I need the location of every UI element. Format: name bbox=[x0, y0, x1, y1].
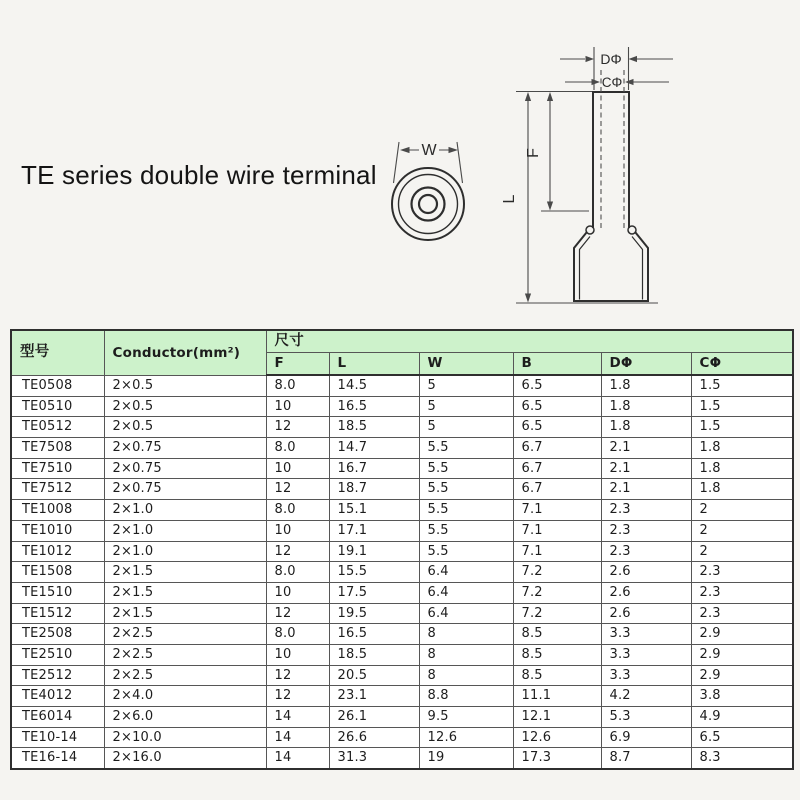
cell-l: 20.5 bbox=[329, 665, 419, 686]
table-row bbox=[11, 520, 793, 541]
cell-c-phi: 2.3 bbox=[691, 603, 793, 624]
cell-d-phi: 2.1 bbox=[601, 438, 691, 459]
table-row bbox=[11, 438, 793, 459]
cell-conductor: 2×0.75 bbox=[104, 438, 266, 459]
table-row bbox=[11, 686, 793, 707]
cell-f: 10 bbox=[266, 520, 329, 541]
cell-f: 14 bbox=[266, 707, 329, 728]
dim-label-f: F bbox=[525, 148, 542, 158]
cell-c-phi: 3.8 bbox=[691, 686, 793, 707]
cell-b: 7.2 bbox=[513, 562, 601, 583]
cell-f: 12 bbox=[266, 665, 329, 686]
table-row bbox=[11, 748, 793, 769]
cell-w: 6.4 bbox=[419, 562, 513, 583]
cell-conductor: 2×0.5 bbox=[104, 417, 266, 438]
cell-b: 8.5 bbox=[513, 624, 601, 645]
cell-model: TE1012 bbox=[11, 541, 104, 562]
cell-d-phi: 1.8 bbox=[601, 396, 691, 417]
header-c-phi: CΦ bbox=[691, 353, 793, 376]
cell-w: 8 bbox=[419, 644, 513, 665]
cell-c-phi: 8.3 bbox=[691, 748, 793, 769]
cell-d-phi: 2.6 bbox=[601, 582, 691, 603]
cell-d-phi: 5.3 bbox=[601, 707, 691, 728]
cell-model: TE1508 bbox=[11, 562, 104, 583]
cell-d-phi: 1.8 bbox=[601, 375, 691, 396]
cell-c-phi: 2.9 bbox=[691, 644, 793, 665]
side-view-tube bbox=[586, 92, 636, 234]
cell-b: 12.6 bbox=[513, 727, 601, 748]
cell-l: 14.5 bbox=[329, 375, 419, 396]
cell-model: TE2508 bbox=[11, 624, 104, 645]
cell-conductor: 2×6.0 bbox=[104, 707, 266, 728]
table-row bbox=[11, 500, 793, 521]
cell-c-phi: 1.5 bbox=[691, 417, 793, 438]
cell-b: 6.7 bbox=[513, 479, 601, 500]
terminal-diagram bbox=[0, 0, 800, 330]
cell-w: 6.4 bbox=[419, 603, 513, 624]
cell-model: TE16-14 bbox=[11, 748, 104, 769]
f-dimension bbox=[541, 92, 589, 211]
cell-l: 15.5 bbox=[329, 562, 419, 583]
cell-b: 6.5 bbox=[513, 375, 601, 396]
cell-w: 5.5 bbox=[419, 541, 513, 562]
cell-model: TE10-14 bbox=[11, 727, 104, 748]
table-row bbox=[11, 396, 793, 417]
cell-model: TE1010 bbox=[11, 520, 104, 541]
table-row bbox=[11, 665, 793, 686]
cell-conductor: 2×0.75 bbox=[104, 479, 266, 500]
cell-f: 8.0 bbox=[266, 500, 329, 521]
cell-f: 12 bbox=[266, 541, 329, 562]
cell-conductor: 2×2.5 bbox=[104, 665, 266, 686]
cell-model: TE4012 bbox=[11, 686, 104, 707]
cell-w: 5.5 bbox=[419, 438, 513, 459]
cell-b: 8.5 bbox=[513, 665, 601, 686]
cell-f: 8.0 bbox=[266, 624, 329, 645]
cell-b: 8.5 bbox=[513, 644, 601, 665]
cell-w: 12.6 bbox=[419, 727, 513, 748]
cell-conductor: 2×2.5 bbox=[104, 644, 266, 665]
cell-f: 10 bbox=[266, 644, 329, 665]
cell-d-phi: 3.3 bbox=[601, 644, 691, 665]
cell-l: 16.7 bbox=[329, 458, 419, 479]
cell-d-phi: 3.3 bbox=[601, 624, 691, 645]
cell-w: 9.5 bbox=[419, 707, 513, 728]
cell-conductor: 2×1.5 bbox=[104, 603, 266, 624]
page-title: TE series double wire terminal bbox=[21, 160, 377, 190]
table-row bbox=[11, 417, 793, 438]
cell-c-phi: 2.3 bbox=[691, 582, 793, 603]
header-model: 型号 bbox=[11, 330, 104, 375]
cell-c-phi: 2 bbox=[691, 500, 793, 521]
cell-conductor: 2×16.0 bbox=[104, 748, 266, 769]
cell-b: 6.5 bbox=[513, 417, 601, 438]
cell-conductor: 2×4.0 bbox=[104, 686, 266, 707]
dim-label-d-phi: DΦ bbox=[600, 51, 622, 67]
table-row bbox=[11, 707, 793, 728]
cell-model: TE6014 bbox=[11, 707, 104, 728]
cell-w: 5.5 bbox=[419, 500, 513, 521]
dim-label-w: W bbox=[421, 142, 437, 159]
cell-model: TE7508 bbox=[11, 438, 104, 459]
cell-d-phi: 4.2 bbox=[601, 686, 691, 707]
cell-f: 14 bbox=[266, 727, 329, 748]
cell-c-phi: 1.5 bbox=[691, 396, 793, 417]
cell-c-phi: 4.9 bbox=[691, 707, 793, 728]
cell-model: TE0512 bbox=[11, 417, 104, 438]
table-row bbox=[11, 562, 793, 583]
header-b: B bbox=[513, 353, 601, 376]
cell-b: 12.1 bbox=[513, 707, 601, 728]
cell-w: 8 bbox=[419, 665, 513, 686]
cell-f: 10 bbox=[266, 458, 329, 479]
cell-conductor: 2×1.5 bbox=[104, 562, 266, 583]
cell-w: 8 bbox=[419, 624, 513, 645]
cell-w: 5.5 bbox=[419, 479, 513, 500]
cell-b: 6.7 bbox=[513, 458, 601, 479]
header-d-phi: DΦ bbox=[601, 353, 691, 376]
header-w: W bbox=[419, 353, 513, 376]
cell-model: TE0508 bbox=[11, 375, 104, 396]
cell-f: 10 bbox=[266, 582, 329, 603]
cell-c-phi: 1.8 bbox=[691, 438, 793, 459]
cell-conductor: 2×0.5 bbox=[104, 396, 266, 417]
cell-f: 12 bbox=[266, 479, 329, 500]
header-dimensions-group: 尺寸 bbox=[266, 330, 793, 353]
table-row bbox=[11, 624, 793, 645]
cell-l: 19.1 bbox=[329, 541, 419, 562]
header-conductor: Conductor(mm²) bbox=[104, 330, 266, 375]
cell-l: 14.7 bbox=[329, 438, 419, 459]
cell-c-phi: 2.9 bbox=[691, 624, 793, 645]
cell-l: 26.1 bbox=[329, 707, 419, 728]
cell-d-phi: 1.8 bbox=[601, 417, 691, 438]
cell-c-phi: 1.8 bbox=[691, 458, 793, 479]
cell-c-phi: 1.5 bbox=[691, 375, 793, 396]
cell-l: 18.5 bbox=[329, 417, 419, 438]
cell-l: 16.5 bbox=[329, 624, 419, 645]
cell-conductor: 2×1.0 bbox=[104, 541, 266, 562]
cell-conductor: 2×0.75 bbox=[104, 458, 266, 479]
cell-d-phi: 2.1 bbox=[601, 479, 691, 500]
l-dimension bbox=[516, 92, 658, 304]
table-row bbox=[11, 375, 793, 396]
cell-l: 17.1 bbox=[329, 520, 419, 541]
cell-l: 19.5 bbox=[329, 603, 419, 624]
cell-c-phi: 6.5 bbox=[691, 727, 793, 748]
cell-b: 6.7 bbox=[513, 438, 601, 459]
cell-f: 8.0 bbox=[266, 438, 329, 459]
cell-c-phi: 1.8 bbox=[691, 479, 793, 500]
cell-f: 12 bbox=[266, 603, 329, 624]
cell-w: 5 bbox=[419, 375, 513, 396]
dim-label-l: L bbox=[501, 194, 518, 204]
spec-table-body bbox=[11, 375, 793, 769]
cell-w: 5 bbox=[419, 417, 513, 438]
cell-conductor: 2×10.0 bbox=[104, 727, 266, 748]
cell-conductor: 2×1.5 bbox=[104, 582, 266, 603]
cell-d-phi: 2.3 bbox=[601, 500, 691, 521]
cell-c-phi: 2 bbox=[691, 520, 793, 541]
table-row bbox=[11, 458, 793, 479]
cell-f: 10 bbox=[266, 396, 329, 417]
cell-l: 17.5 bbox=[329, 582, 419, 603]
table-row bbox=[11, 603, 793, 624]
cell-f: 8.0 bbox=[266, 562, 329, 583]
header-l: L bbox=[329, 353, 419, 376]
cell-d-phi: 2.6 bbox=[601, 562, 691, 583]
cell-model: TE7510 bbox=[11, 458, 104, 479]
cell-w: 19 bbox=[419, 748, 513, 769]
spec-table bbox=[10, 329, 792, 766]
side-view-body bbox=[574, 233, 648, 302]
cell-conductor: 2×2.5 bbox=[104, 624, 266, 645]
table-row bbox=[11, 727, 793, 748]
cell-l: 31.3 bbox=[329, 748, 419, 769]
cell-model: TE0510 bbox=[11, 396, 104, 417]
cell-model: TE7512 bbox=[11, 479, 104, 500]
table-row bbox=[11, 644, 793, 665]
cell-model: TE2512 bbox=[11, 665, 104, 686]
cell-w: 8.8 bbox=[419, 686, 513, 707]
cell-b: 7.1 bbox=[513, 520, 601, 541]
cell-f: 12 bbox=[266, 686, 329, 707]
cell-d-phi: 2.3 bbox=[601, 541, 691, 562]
cell-conductor: 2×0.5 bbox=[104, 375, 266, 396]
cell-c-phi: 2 bbox=[691, 541, 793, 562]
cell-b: 7.2 bbox=[513, 582, 601, 603]
cell-l: 15.1 bbox=[329, 500, 419, 521]
cell-model: TE1510 bbox=[11, 582, 104, 603]
cell-l: 26.6 bbox=[329, 727, 419, 748]
cell-d-phi: 2.6 bbox=[601, 603, 691, 624]
cell-b: 17.3 bbox=[513, 748, 601, 769]
cell-d-phi: 8.7 bbox=[601, 748, 691, 769]
cell-f: 8.0 bbox=[266, 375, 329, 396]
cell-w: 6.4 bbox=[419, 582, 513, 603]
cell-b: 7.1 bbox=[513, 541, 601, 562]
cell-d-phi: 6.9 bbox=[601, 727, 691, 748]
cell-l: 23.1 bbox=[329, 686, 419, 707]
cell-conductor: 2×1.0 bbox=[104, 520, 266, 541]
cell-l: 16.5 bbox=[329, 396, 419, 417]
cell-d-phi: 2.3 bbox=[601, 520, 691, 541]
cell-b: 6.5 bbox=[513, 396, 601, 417]
cell-model: TE2510 bbox=[11, 644, 104, 665]
cell-l: 18.5 bbox=[329, 644, 419, 665]
table-row bbox=[11, 479, 793, 500]
cell-conductor: 2×1.0 bbox=[104, 500, 266, 521]
cell-b: 11.1 bbox=[513, 686, 601, 707]
cell-w: 5.5 bbox=[419, 458, 513, 479]
cell-f: 14 bbox=[266, 748, 329, 769]
cell-c-phi: 2.3 bbox=[691, 562, 793, 583]
table-row bbox=[11, 582, 793, 603]
cell-model: TE1512 bbox=[11, 603, 104, 624]
cell-b: 7.1 bbox=[513, 500, 601, 521]
cell-c-phi: 2.9 bbox=[691, 665, 793, 686]
dim-label-c-phi: CΦ bbox=[601, 75, 623, 90]
cell-d-phi: 3.3 bbox=[601, 665, 691, 686]
front-view-circles bbox=[392, 168, 464, 240]
table-row bbox=[11, 541, 793, 562]
cell-w: 5.5 bbox=[419, 520, 513, 541]
bore-dashed-lines bbox=[601, 70, 624, 229]
header-f: F bbox=[266, 353, 329, 376]
cell-l: 18.7 bbox=[329, 479, 419, 500]
cell-b: 7.2 bbox=[513, 603, 601, 624]
spec-table-grid bbox=[10, 329, 794, 770]
cell-f: 12 bbox=[266, 417, 329, 438]
cell-w: 5 bbox=[419, 396, 513, 417]
cell-d-phi: 2.1 bbox=[601, 458, 691, 479]
cell-model: TE1008 bbox=[11, 500, 104, 521]
